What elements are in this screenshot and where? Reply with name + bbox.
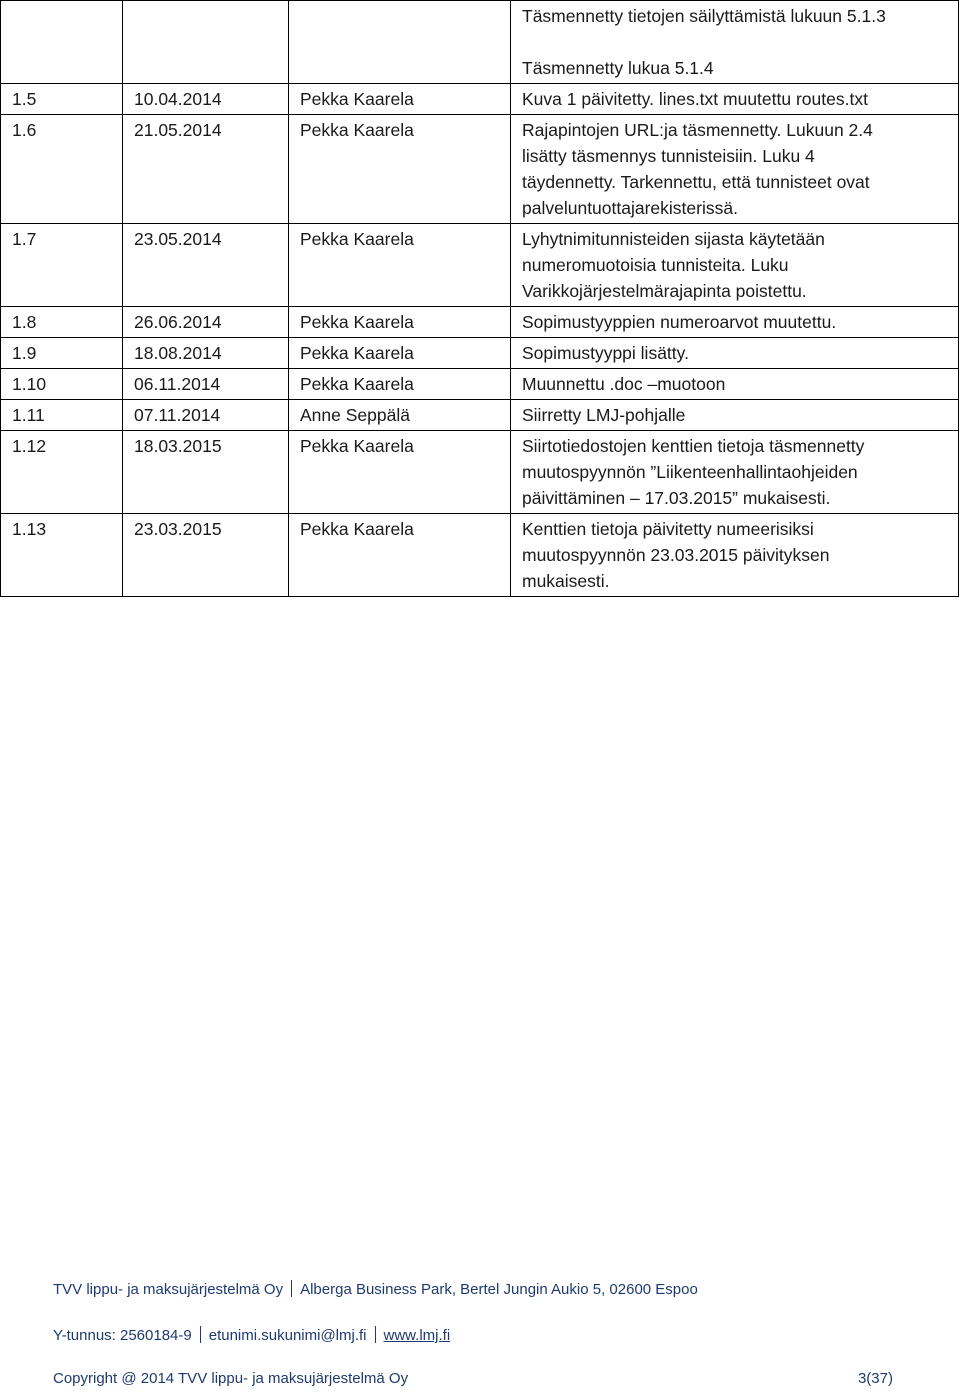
table-row <box>1 431 959 514</box>
description-cell <box>511 115 959 224</box>
author-cell: Pekka Kaarela <box>289 431 511 514</box>
author-cell: Pekka Kaarela <box>289 84 511 115</box>
version-cell: 1.5 <box>1 84 123 115</box>
description-line: palveluntuottajarekisterissä. <box>522 198 738 218</box>
description-cell <box>511 338 959 369</box>
author-cell: Pekka Kaarela <box>289 224 511 307</box>
version-cell: 1.6 <box>1 115 123 224</box>
copyright-line <box>53 1370 893 1387</box>
description-line: Sopimustyyppi lisätty. <box>522 343 689 363</box>
footer-company: TVV lippu- ja maksujärjestelmä Oy <box>53 1281 284 1298</box>
version-cell: 1.13 <box>1 514 123 597</box>
author-cell: Pekka Kaarela <box>289 369 511 400</box>
table-row <box>1 338 959 369</box>
description-line: täydennetty. Tarkennettu, että tunnisteet ovat <box>522 172 870 192</box>
change-log-table <box>0 0 959 597</box>
author-cell: Pekka Kaarela <box>289 338 511 369</box>
version-cell: 1.10 <box>1 369 123 400</box>
description-line: Kuva 1 päivitetty. lines.txt muutettu routes.txt <box>522 89 868 109</box>
table-row <box>1 400 959 431</box>
table-row <box>1 84 959 115</box>
description-line: Sopimustyyppien numeroarvot muutettu. <box>522 312 837 332</box>
version-cell: 1.12 <box>1 431 123 514</box>
date-cell: 18.08.2014 <box>123 338 289 369</box>
author-cell: Anne Seppälä <box>289 400 511 431</box>
author-cell: Pekka Kaarela <box>289 307 511 338</box>
description-line: muutospyynnön 23.03.2015 päivityksen <box>522 545 830 565</box>
footer-email: etunimi.sukunimi@lmj.fi <box>208 1327 367 1344</box>
description-cell <box>511 400 959 431</box>
version-cell: 1.9 <box>1 338 123 369</box>
description-line: Täsmennetty tietojen säilyttämistä lukuun 5.1.3 <box>522 6 886 26</box>
description-cell <box>511 431 959 514</box>
date-cell: 07.11.2014 <box>123 400 289 431</box>
version-cell: 1.11 <box>1 400 123 431</box>
description-line: numeromuotoisia tunnisteita. Luku <box>522 255 789 275</box>
separator <box>291 1280 292 1297</box>
footer-address-line <box>53 1280 698 1298</box>
page-number: 3(37) <box>857 1370 893 1387</box>
date-cell: 23.03.2015 <box>123 514 289 597</box>
description-line: mukaisesti. <box>522 571 610 591</box>
date-cell: 26.06.2014 <box>123 307 289 338</box>
description-cell <box>511 1 959 84</box>
description-cell <box>511 84 959 115</box>
description-line: Lyhytnimitunnisteiden sijasta käytetään <box>522 229 825 249</box>
description-cell <box>511 369 959 400</box>
description-line: Rajapintojen URL:ja täsmennetty. Lukuun 2.4 <box>522 120 873 140</box>
table-row <box>1 224 959 307</box>
date-cell: 23.05.2014 <box>123 224 289 307</box>
footer-contact-line <box>53 1326 450 1344</box>
change-log-body <box>1 1 959 597</box>
date-cell: 21.05.2014 <box>123 115 289 224</box>
version-cell: 1.8 <box>1 307 123 338</box>
description-cell <box>511 224 959 307</box>
footer-website-link[interactable]: www.lmj.fi <box>383 1327 451 1344</box>
description-line: Täsmennetty lukua 5.1.4 <box>522 58 714 78</box>
table-row <box>1 369 959 400</box>
table-row <box>1 307 959 338</box>
description-line <box>522 29 948 55</box>
author-cell: Pekka Kaarela <box>289 514 511 597</box>
separator <box>375 1326 376 1343</box>
date-cell: 18.03.2015 <box>123 431 289 514</box>
version-cell: 1.7 <box>1 224 123 307</box>
description-line: päivittäminen – 17.03.2015” mukaisesti. <box>522 488 831 508</box>
description-line: muutospyynnön ”Liikenteenhallintaohjeiden <box>522 462 858 482</box>
footer-business-id: Y-tunnus: 2560184-9 <box>53 1327 192 1344</box>
date-cell: 10.04.2014 <box>123 84 289 115</box>
footer-address: Alberga Business Park, Bertel Jungin Aukio 5, 02600 Espoo <box>300 1281 698 1298</box>
description-line: Siirtotiedostojen kenttien tietoja täsmennetty <box>522 436 865 456</box>
copyright-text: Copyright @ 2014 TVV lippu- ja maksujärjestelmä Oy <box>53 1370 409 1387</box>
version-cell <box>1 1 123 84</box>
date-cell <box>123 1 289 84</box>
author-cell: Pekka Kaarela <box>289 115 511 224</box>
table-row <box>1 115 959 224</box>
description-cell <box>511 307 959 338</box>
table-row <box>1 514 959 597</box>
table-row <box>1 1 959 84</box>
date-cell: 06.11.2014 <box>123 369 289 400</box>
separator <box>200 1326 201 1343</box>
description-line: Muunnettu .doc –muotoon <box>522 374 726 394</box>
description-line: Siirretty LMJ-pohjalle <box>522 405 686 425</box>
author-cell <box>289 1 511 84</box>
description-cell <box>511 514 959 597</box>
description-line: Varikkojärjestelmärajapinta poistettu. <box>522 281 807 301</box>
description-line: lisätty täsmennys tunnisteisiin. Luku 4 <box>522 146 815 166</box>
description-line: Kenttien tietoja päivitetty numeerisiksi <box>522 519 814 539</box>
